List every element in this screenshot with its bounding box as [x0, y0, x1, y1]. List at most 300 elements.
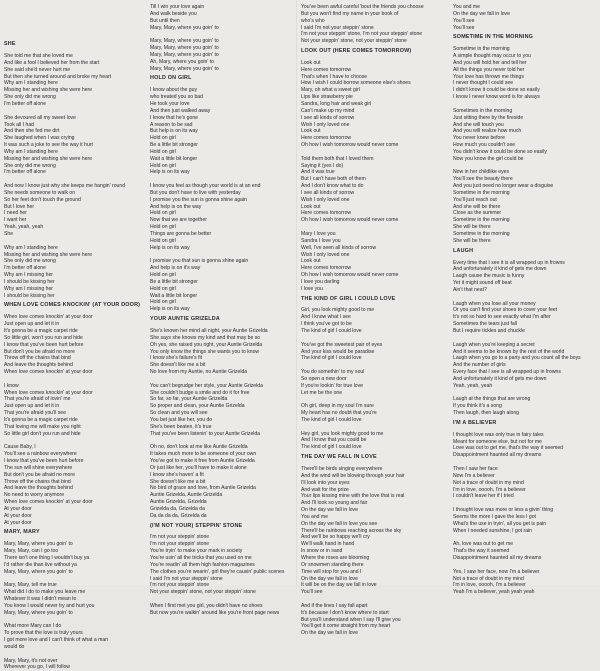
- song-block: [301, 4, 441, 45]
- lyric-line: Things are gonna be better: [150, 231, 212, 237]
- lyric-line: It will be on the day we fall in love: [301, 582, 377, 589]
- song-block: [150, 75, 290, 313]
- verse-break: [4, 18, 144, 25]
- lyric-line: I'm better off alone: [4, 265, 46, 272]
- lyric-line: Look out: [301, 258, 321, 265]
- lyric-line: Your love has thrown me things: [453, 73, 524, 80]
- lyric-line: Mary, Mary, where you goin' to: [4, 568, 73, 575]
- lyric-line: And I don't know what to do: [301, 183, 364, 190]
- song-block: [301, 296, 441, 452]
- lyric-line: And I'll look so young and fair: [301, 500, 368, 507]
- verse-break: [4, 108, 144, 115]
- lyric-line: But don't you be afraid no more: [4, 348, 75, 355]
- lyric-line: Laugh cause the music is funny: [453, 273, 525, 280]
- lyric-line: So proper and clean, your Auntie Grizelda: [150, 403, 245, 410]
- lyric-line: It's because I don't know where to start: [301, 609, 389, 616]
- lyric-line: Well, I've seen all kinds of sorrow: [301, 244, 377, 251]
- lyric-line: Yeah, yeah, yeah: [4, 224, 44, 231]
- lyric-line: Told them both that I loved them: [301, 155, 374, 162]
- lyrics-column-4: [453, 4, 593, 596]
- lyric-line: I'm not your steppin' stone: [150, 534, 210, 541]
- song-block: [4, 529, 144, 671]
- lyric-line: And you will realize how much: [453, 128, 522, 135]
- lyric-line: I know about the guy: [150, 87, 198, 94]
- verse-break: [150, 596, 290, 603]
- lyric-line: That loving me will make you right: [4, 423, 81, 430]
- lyric-line: Or you can't find your shoes to cover your feet: [453, 307, 558, 314]
- verse-break: [4, 11, 144, 18]
- lyric-line: But until then: [150, 17, 180, 24]
- lyric-line: Wait a little bit longer: [150, 292, 198, 299]
- lyric-line: To prove that the love is truly yours: [4, 630, 83, 637]
- lyric-line: Till I win your love again: [150, 4, 205, 10]
- verse-break: [301, 362, 441, 369]
- lyric-line: I know you feel as though your world is at an end: [150, 183, 261, 190]
- verse-break: [301, 149, 441, 156]
- lyric-line: You're tryin' to make your mark in society: [150, 548, 243, 555]
- lyric-line: Disappointment haunted all my dreams: [453, 554, 542, 561]
- lyric-line: Missing her and wishing she were here: [4, 87, 93, 94]
- lyric-line: And like a fool I believed her from the start: [4, 59, 100, 66]
- lyric-line: I'm in love, ooooh, I'm a believer: [453, 582, 526, 589]
- lyric-line: Hold on girl: [150, 135, 176, 142]
- lyric-line: But help is on its way: [150, 128, 198, 135]
- lyric-line: You'll see: [301, 589, 323, 596]
- lyric-line: On the day we fall in love: [301, 575, 358, 582]
- lyric-line: Not your steppin' stone, not your steppin' stone: [150, 589, 256, 596]
- song-block: [301, 454, 441, 637]
- lyric-line: I'll look into your eyes: [301, 479, 350, 486]
- lyric-line: And you will hold her and tell her: [453, 59, 527, 66]
- lyric-line: Ain't that neat?: [453, 286, 487, 293]
- lyric-line: You've got to make it free from Auntie Grizelda: [150, 458, 255, 464]
- lyric-line: would do: [4, 643, 25, 650]
- verse-break: [301, 596, 441, 603]
- lyric-line: That you've been listenin' to your Auntie Grizelda: [150, 430, 261, 437]
- verse-break: [453, 500, 593, 507]
- lyric-line: Oh no, don't look at me like Auntie Grizelda: [150, 444, 248, 451]
- lyric-line: You'll see a rainbow everywhere: [4, 451, 77, 458]
- verse-break: [301, 335, 441, 342]
- lyric-line: Or just like her, you'll have to make it alone: [150, 464, 247, 471]
- lyric-line: And the number of girls: [453, 362, 506, 369]
- song-title: I'M A BELIEVER: [453, 419, 497, 426]
- lyric-line: And help is on it's way: [150, 265, 201, 272]
- verse-break: [4, 238, 144, 245]
- lyric-line: He took your love: [150, 100, 190, 107]
- lyric-line: I know she's failure's fit: [150, 355, 203, 362]
- lyric-line: So little girl, won't you run and hide: [4, 334, 83, 341]
- lyric-line: That's when I have to choose: [301, 73, 368, 80]
- lyric-line: You didn't know it could be done so easily: [453, 148, 547, 155]
- lyric-line: Auntie Grizelda, Auntie Grizelda: [150, 492, 223, 499]
- lyric-line: She only did me wrong: [4, 162, 56, 169]
- lyric-line: Mary, Mary, where you goin' to: [150, 51, 219, 58]
- verse-break: [150, 252, 290, 259]
- lyric-line: On the day we fall in love: [453, 10, 510, 17]
- lyric-line: I know that you've been hurt before: [4, 458, 84, 464]
- lyric-line: I'm better off alone: [4, 169, 46, 176]
- lyric-line: Oh how I wish tomorrow would never come: [301, 142, 399, 149]
- lyric-line: I should be kissing her: [4, 278, 55, 285]
- lyric-line: Let me be the one: [301, 389, 343, 396]
- song-title: HOLD ON GIRL: [150, 75, 192, 82]
- lyric-line: When love comes knockin' at your door: [4, 499, 93, 506]
- lyric-line: But then she turned around and broke my heart: [4, 73, 112, 80]
- lyric-line: And it was true: [301, 169, 335, 176]
- lyric-line: Mary, Mary, can I go too: [4, 548, 59, 555]
- lyric-line: And now I know just why she keeps me hangin' round: [4, 183, 126, 190]
- verse-break: [4, 651, 144, 658]
- lyrics-column-1: [4, 4, 144, 671]
- lyric-line: Then I saw her face: [453, 466, 498, 472]
- lyric-line: Here comes tomorrow: [301, 135, 352, 142]
- lyric-line: Why am I standing here: [4, 244, 58, 251]
- lyric-line: Not your steppin' stone, not your steppin' stone: [301, 38, 407, 45]
- lyric-line: She's known her mind all night, your Auntie Grizelda: [150, 327, 268, 334]
- lyric-line: The kind of girl I could love: [301, 355, 362, 362]
- lyric-line: Every face that I see is all wrapped up in frowns: [453, 369, 561, 376]
- lyric-line: But don't you be afraid no more: [4, 471, 75, 478]
- song-title: SOMETIME IN THE MORNING: [453, 34, 534, 41]
- lyric-line: She: [4, 231, 14, 237]
- lyric-line: Yeah I'm a believer, yeah yeah yeah: [453, 589, 535, 596]
- lyric-line: And walk beside you: [150, 10, 197, 17]
- lyric-line: Then laugh, then laugh along: [453, 410, 519, 417]
- song-block: [4, 302, 144, 526]
- lyric-line: I need her: [4, 210, 27, 217]
- lyric-line: You'll see: [453, 17, 475, 24]
- lyric-line: who's who: [301, 17, 325, 24]
- lyric-line: I see all kinds of sorrow: [301, 189, 355, 196]
- lyric-line: How I wish I could borrow someone else's shoes: [301, 80, 411, 87]
- lyric-line: She says she knows my kind and that may be so: [150, 334, 261, 341]
- lyric-line: Mary, Mary, it's not over: [4, 657, 58, 664]
- song-title: YOUR AUNTIE GRIZELDA: [150, 316, 220, 323]
- lyric-line: I'm not your steppin' stone: [150, 582, 210, 589]
- lyric-line: So her feet don't touch the ground: [4, 196, 81, 203]
- song-title: SHE: [4, 41, 16, 48]
- lyric-line: And leave the thoughts behind: [4, 362, 73, 369]
- lyric-line: Mary, Mary, where you goin' to: [150, 45, 219, 52]
- lyric-line: On the day we fall in love: [301, 630, 358, 637]
- lyric-line: That's the way it seemed: [453, 548, 510, 555]
- lyric-line: I want her: [4, 217, 27, 224]
- verse-break: [4, 376, 144, 383]
- lyric-line: But now you're walkin' around like you're front page news: [150, 609, 280, 616]
- lyric-line: She laughed when I was crying: [4, 135, 75, 142]
- lyric-line: Here comes tomorrow: [301, 210, 352, 217]
- lyric-line: I'm in love, ooooh, I'm a believer: [453, 486, 526, 493]
- lyric-line: What did I do to make you leave me: [4, 589, 86, 596]
- lyric-line: I'm not your steppin' stone, I'm not your steppin' stone: [301, 31, 423, 38]
- lyric-line: You never knew before: [453, 135, 505, 142]
- lyric-line: I know that he's gone: [150, 114, 198, 121]
- lyric-line: You and me: [301, 513, 329, 520]
- lyric-line: A reason to be sad: [150, 121, 193, 128]
- verse-break: [453, 335, 593, 342]
- lyric-line: Now in her childlike eyes: [453, 169, 510, 176]
- lyric-line: I see all kinds of sorrow: [301, 114, 355, 121]
- lyric-line: She's been beaten, it's true: [150, 423, 212, 430]
- lyric-line: Close as the summer: [453, 210, 502, 217]
- lyric-line: Hold on girl: [150, 285, 176, 292]
- lyric-line: Oh yes, she raised you right, your Auntie Grizelda: [150, 341, 263, 348]
- lyric-line: And wait for the prize: [301, 486, 349, 493]
- lyric-line: Throw off the chains that bind: [4, 478, 71, 485]
- lyric-line: Look out: [301, 59, 321, 66]
- lyric-line: And you just need no longer wear a disguise: [453, 183, 554, 190]
- verse-break: [453, 562, 593, 569]
- lyrics-column-2: [150, 4, 290, 616]
- lyric-line: I should be kissing her: [4, 292, 55, 299]
- lyric-line: She will be there: [453, 224, 491, 231]
- lyric-line: Missing her and wishing she were here: [4, 251, 93, 258]
- lyric-line: There isn't one thing I wouldn't buy ya: [4, 554, 90, 561]
- lyric-line: Da da da da, Grizelda da: [150, 512, 207, 519]
- lyric-line: And the wind will be blowing through your hair: [301, 472, 405, 479]
- song-title: THE KIND OF GIRL I COULD LOVE: [301, 295, 396, 302]
- lyric-line: No love from my Auntie, no Auntie Grizelda: [150, 369, 248, 376]
- lyric-line: Sometime in the morning: [453, 46, 510, 53]
- lyric-line: Mary I love you: [301, 231, 336, 237]
- lyric-line: At your door: [4, 512, 32, 519]
- lyric-line: Yes, I saw her face, now I'm a believer: [453, 568, 540, 575]
- lyric-line: She only did me wrong: [4, 94, 56, 101]
- lyric-line: But you won't find my name in your book of: [301, 10, 399, 17]
- lyric-line: Every time that I see it is all wrapped up in frowns: [453, 259, 565, 266]
- lyric-line: I think you've got to be: [301, 321, 352, 328]
- verse-break: [150, 437, 290, 444]
- lyric-line: Laugh when you go to a party and you count all the boys: [453, 355, 581, 362]
- verse-break: [4, 176, 144, 183]
- lyric-line: And if the lines I say fall apart: [301, 602, 368, 609]
- lyric-line: Where the roses are blooming: [301, 554, 370, 561]
- lyric-line: My heart has no doubt that you're: [301, 410, 377, 417]
- verse-break: [4, 25, 144, 32]
- lyric-line: I'd rather die than live without ya: [4, 561, 77, 568]
- lyric-line: Hold on girl: [150, 272, 176, 279]
- lyric-line: At your door: [4, 519, 32, 526]
- lyric-line: Seems the more I gave the less I got: [453, 513, 536, 520]
- lyric-line: You bet just like her, you do: [150, 416, 213, 423]
- lyric-line: Wish I only loved one: [301, 196, 350, 203]
- lyric-line: Not a trace of doubt in my mind: [453, 479, 524, 486]
- song-block: [150, 523, 290, 617]
- lyric-line: On the day we fall in love: [301, 507, 358, 514]
- lyric-line: Wish I only loved one: [301, 251, 350, 258]
- lyric-line: And your kiss would be paradise: [301, 348, 375, 355]
- lyric-line: Look out: [301, 128, 321, 135]
- lyric-line: And she will touch you: [453, 121, 504, 128]
- lyric-line: If you think it's a song: [453, 403, 502, 410]
- lyric-line: Just open up and let it in: [4, 321, 60, 328]
- lyric-line: So little girl don't you run and hide: [4, 430, 81, 437]
- lyric-line: Laugh when you lose all your money: [453, 300, 536, 307]
- lyric-line: You're usin' all the tricks that you used on me: [150, 554, 252, 561]
- lyric-line: Wherever you go, I will follow: [4, 664, 70, 671]
- lyric-line: A simple thought may occur to you: [453, 53, 531, 60]
- lyric-line: Hold on girl: [150, 148, 176, 155]
- song-title: (I'M NOT YOUR) STEPPIN' STONE: [150, 522, 243, 529]
- lyric-line: I promise you that sun is gonna shine again: [150, 258, 249, 265]
- lyric-line: Cause Baby, I: [4, 444, 36, 451]
- lyric-line: You do somethin' to my soul: [301, 369, 365, 376]
- lyric-line: Hey girl, you look mighty good to me: [301, 430, 384, 437]
- lyric-line: And unfortunately it kind of gets me down: [453, 375, 547, 382]
- lyric-line: You've been awful careful 'bout the friends you choose: [301, 4, 424, 10]
- lyric-line: No bird of grace and love, from Auntie Grizelda: [150, 485, 256, 492]
- lyric-line: I'm better off alone: [4, 100, 46, 107]
- lyric-line: There'll be birds singing everywhere: [301, 466, 383, 472]
- lyric-line: Hold on girl: [150, 162, 176, 169]
- lyric-line: It takes much more to be someone of your own: [150, 451, 257, 458]
- lyric-line: We'll walk hand in hand: [301, 541, 355, 548]
- lyric-line: The kind of girl I could love: [301, 327, 362, 334]
- lyric-line: And I know what I see: [301, 314, 351, 321]
- lyric-line: I know that you've been hurt before: [4, 341, 84, 348]
- lyric-line: Or snowmen standing there: [301, 561, 364, 568]
- verse-break: [150, 376, 290, 383]
- verse-break: [4, 576, 144, 583]
- lyric-line: Why am I missing her: [4, 285, 53, 292]
- lyric-line: Just sitting there by the fireside: [453, 114, 524, 121]
- lyric-line: Hold on girl: [150, 210, 176, 217]
- lyric-line: Missing her and wishing she were here: [4, 155, 93, 162]
- lyric-line: Just open up and let it in: [4, 403, 60, 410]
- lyric-line: All the things you never told her: [453, 66, 525, 73]
- lyric-line: I couldn't leave her if I tried: [453, 493, 514, 500]
- lyric-line: And she will be there: [453, 203, 501, 210]
- lyric-line: Now that we are together: [150, 217, 207, 224]
- lyric-line: You only know the things she wants you to know: [150, 348, 260, 355]
- lyric-line: I know I never know word is for always: [453, 94, 540, 101]
- lyrics-column-3: [301, 4, 441, 637]
- lyric-line: Sometime in the morning: [453, 217, 510, 224]
- lyric-line: When I first met you girl, you didn't have no shoes: [150, 602, 263, 609]
- lyric-line: Whatever it was I didn't mean to: [4, 596, 77, 603]
- lyric-line: I said I'm not your steppin' stone: [301, 24, 374, 31]
- lyric-line: I love you darling: [301, 278, 340, 285]
- lyric-line: And leave the thoughts behind: [4, 485, 73, 492]
- lyric-line: But I require tickles and chuckle: [453, 327, 525, 334]
- lyric-line: Hold on girl: [150, 224, 176, 231]
- lyric-line: I got more love and I can't think of what a man: [4, 637, 109, 644]
- verse-break: [301, 396, 441, 403]
- lyric-line: Now I'm a believer: [453, 472, 495, 479]
- lyric-line: Wait a little bit longer: [150, 155, 198, 162]
- song-block: [453, 4, 593, 31]
- lyric-line: So open a new door: [301, 375, 347, 382]
- lyric-line: Yet it might sound off beat: [453, 280, 512, 287]
- lyric-line: Mary, Mary, where you goin' to: [4, 541, 73, 548]
- lyric-line: I'm not your steppin' stone: [150, 541, 210, 548]
- lyric-line: She devoured all my sweet love: [4, 114, 76, 121]
- lyric-line: Love was out to get me, that's the way it seemed: [453, 445, 563, 452]
- song-title: MARY, MARY: [4, 529, 40, 536]
- lyric-line: At your door: [4, 505, 32, 512]
- lyric-line: Mary, Mary, where you goin' to: [150, 65, 219, 72]
- lyric-line: You and me: [453, 4, 481, 10]
- lyric-line: Wish I only loved one: [301, 121, 350, 128]
- lyric-line: Auntie Grizelda, Grizelda: [150, 499, 207, 506]
- song-title: THE DAY WE FALL IN LOVE: [301, 454, 377, 461]
- lyric-line: Oh how I wish tomorrow would never come: [301, 272, 399, 279]
- song-title: LOOK OUT (HERE COMES TOMORROW): [301, 48, 412, 55]
- lyric-line: When I needed sunshine, I got rain: [453, 527, 533, 534]
- verse-break: [150, 31, 290, 38]
- verse-break: [150, 176, 290, 183]
- lyric-line: I know she's haven' a fit: [150, 471, 204, 478]
- lyric-line: So far, so far, your Auntie Grizelda: [150, 396, 228, 403]
- lyric-line: What more Mary can I do: [4, 623, 62, 630]
- sleeve-fold: [296, 0, 297, 585]
- lyric-line: Here comes tomorrow: [301, 66, 352, 73]
- verse-break: [453, 101, 593, 108]
- song-block: [4, 4, 144, 38]
- lyric-line: But I can't have both of them: [301, 176, 366, 183]
- lyric-line: Mary, Mary, where you goin' to: [150, 38, 219, 45]
- lyric-line: Oh how I wish tomorrow would never come: [301, 217, 399, 224]
- lyric-line: Sometime in the morning: [453, 231, 510, 237]
- lyric-line: You'll see the beauty there: [453, 176, 513, 183]
- lyric-line: Mary, Mary, tell me true: [4, 582, 57, 589]
- lyric-line: She only did me wrong: [4, 258, 56, 265]
- lyric-line: But you don't have to live with yesterday: [150, 189, 241, 196]
- lyric-line: The kind of girl I could love: [301, 444, 362, 451]
- lyric-line: Ah, love was out to get me: [453, 541, 514, 548]
- lyric-line: And we'll be so happy we'll cry: [301, 534, 370, 541]
- lyric-line: Disappointment haunted all my dreams: [453, 452, 542, 459]
- lyric-line: Sometimes the tears just fall: [453, 321, 517, 328]
- lyric-line: Why am I missing her: [4, 272, 53, 279]
- lyric-line: Here comes tomorrow: [301, 265, 352, 272]
- song-title: WHEN LOVE COMES KNOCKIN' (AT YOUR DOOR): [4, 302, 141, 309]
- lyric-line: Be a little bit stronger: [150, 142, 198, 149]
- lyric-line: It was such a joke to see the way it hurt: [4, 142, 93, 149]
- verse-break: [4, 437, 144, 444]
- lyric-line: You've got the sweetest pair of eyes: [301, 341, 383, 348]
- lyric-line: And unfortunately it kind of gets me down: [453, 266, 547, 273]
- lyric-line: Sometime in the morning: [453, 189, 510, 196]
- song-title: LAUGH: [453, 247, 474, 254]
- lyric-line: Be a little bit stronger: [150, 278, 198, 285]
- lyric-line: That you're afraid you'll see: [4, 410, 66, 417]
- lyric-line: It's not so hard to see exactly what I'm after: [453, 314, 551, 321]
- lyric-line: The clothes you're wearin', girl they're causin' public scenes: [150, 568, 285, 575]
- lyric-line: Hold on girl: [150, 299, 176, 306]
- lyric-line: Mary, oh what a sweet girl: [301, 87, 360, 94]
- lyric-line: Ah, Mary, where you goin' to: [150, 58, 215, 65]
- lyric-line: Your lips kissing mine with the love that is real: [301, 493, 405, 500]
- lyric-line: But I love her: [4, 203, 35, 210]
- lyric-line: Help is on its way: [150, 244, 190, 251]
- lyric-line: I love you: [301, 285, 323, 292]
- lyric-line: Took all I had: [4, 121, 35, 128]
- lyric-line: You'll see: [453, 24, 475, 31]
- lyric-line: I said I'm not your steppin' stone: [150, 575, 223, 582]
- lyric-line: Yeah, yeah, yeah: [453, 382, 493, 389]
- lyric-line: Sandra I love you: [301, 237, 341, 244]
- verse-break: [453, 390, 593, 397]
- song-block: [301, 48, 441, 293]
- song-block: [4, 41, 144, 299]
- lyric-line: I promise you the sun is gonna shine again: [150, 196, 247, 203]
- lyric-line: How much you couldn't see: [453, 142, 516, 149]
- lyric-line: What's the use in tryin', all you get is pain: [453, 520, 547, 527]
- lyric-line: Sometimes in the morning: [453, 107, 513, 114]
- lyric-line: Not a trace of doubt in my mind: [453, 575, 524, 582]
